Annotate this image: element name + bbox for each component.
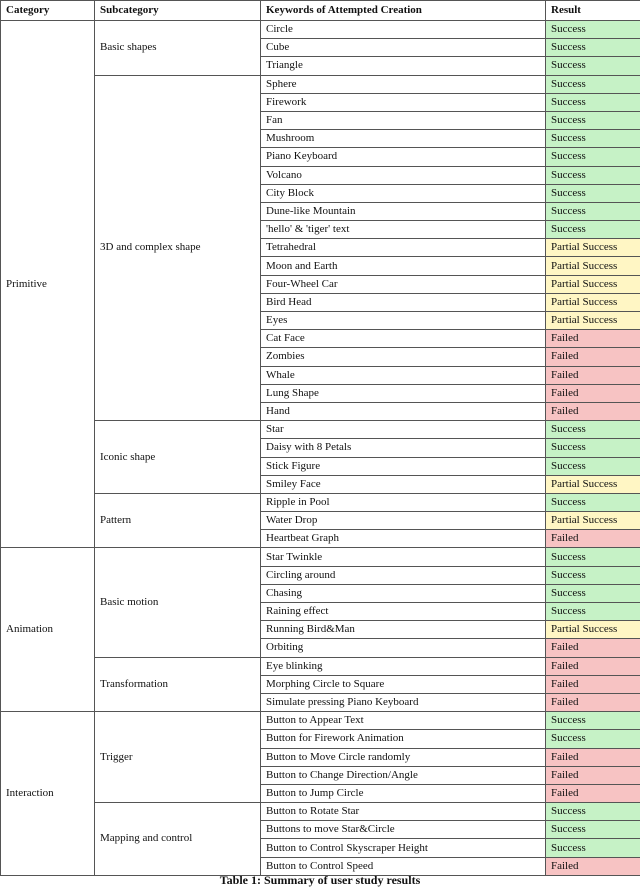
result-cell: Success [546, 493, 640, 511]
keyword-cell: Hand [261, 402, 546, 420]
result-cell: Failed [546, 384, 640, 402]
keyword-cell: Bird Head [261, 293, 546, 311]
table-row [1, 548, 640, 566]
table-row [1, 803, 640, 821]
result-cell: Failed [546, 766, 640, 784]
keyword-cell: Zombies [261, 348, 546, 366]
result-cell: Success [546, 130, 640, 148]
result-cell: Success [546, 111, 640, 129]
result-cell: Success [546, 93, 640, 111]
category-cell: Primitive [1, 21, 95, 548]
result-cell: Success [546, 21, 640, 39]
header-subcategory: Subcategory [95, 1, 261, 21]
table-row [1, 421, 640, 439]
keyword-cell: Button to Rotate Star [261, 803, 546, 821]
result-cell: Success [546, 166, 640, 184]
result-cell: Failed [546, 784, 640, 802]
result-cell: Success [546, 457, 640, 475]
keyword-cell: Daisy with 8 Petals [261, 439, 546, 457]
result-cell: Success [546, 803, 640, 821]
result-cell: Success [546, 39, 640, 57]
result-cell: Failed [546, 748, 640, 766]
result-cell: Success [546, 821, 640, 839]
keyword-cell: Button to Control Speed [261, 857, 546, 875]
keyword-cell: Heartbeat Graph [261, 530, 546, 548]
keyword-cell: Eyes [261, 312, 546, 330]
keyword-cell: 'hello' & 'tiger' text [261, 221, 546, 239]
keyword-cell: Button to Change Direction/Angle [261, 766, 546, 784]
result-cell: Success [546, 603, 640, 621]
keyword-cell: Cat Face [261, 330, 546, 348]
subcategory-cell: Iconic shape [95, 421, 261, 494]
result-cell: Failed [546, 330, 640, 348]
subcategory-cell: 3D and complex shape [95, 75, 261, 421]
result-cell: Success [546, 584, 640, 602]
table-body [1, 21, 640, 876]
table-row [1, 21, 640, 39]
keyword-cell: Buttons to move Star&Circle [261, 821, 546, 839]
result-cell: Partial Success [546, 293, 640, 311]
category-cell: Animation [1, 548, 95, 712]
result-cell: Success [546, 439, 640, 457]
keyword-cell: Dune-like Mountain [261, 202, 546, 220]
result-cell: Failed [546, 657, 640, 675]
header-keywords: Keywords of Attempted Creation [261, 1, 546, 21]
result-cell: Success [546, 148, 640, 166]
result-cell: Failed [546, 639, 640, 657]
keyword-cell: Firework [261, 93, 546, 111]
keyword-cell: Triangle [261, 57, 546, 75]
keyword-cell: Star Twinkle [261, 548, 546, 566]
keyword-cell: Piano Keyboard [261, 148, 546, 166]
result-cell: Success [546, 75, 640, 93]
result-cell: Success [546, 548, 640, 566]
keyword-cell: Running Bird&Man [261, 621, 546, 639]
keyword-cell: Button to Appear Text [261, 712, 546, 730]
keyword-cell: Button for Firework Animation [261, 730, 546, 748]
result-cell: Partial Success [546, 275, 640, 293]
header-result: Result [546, 1, 640, 21]
keyword-cell: Volcano [261, 166, 546, 184]
keyword-cell: Button to Move Circle randomly [261, 748, 546, 766]
result-cell: Partial Success [546, 475, 640, 493]
keyword-cell: Four-Wheel Car [261, 275, 546, 293]
subcategory-cell: Basic shapes [95, 21, 261, 76]
keyword-cell: Button to Control Skyscraper Height [261, 839, 546, 857]
subcategory-cell: Pattern [95, 493, 261, 548]
result-cell: Partial Success [546, 257, 640, 275]
keyword-cell: Chasing [261, 584, 546, 602]
result-cell: Failed [546, 857, 640, 875]
keyword-cell: Orbiting [261, 639, 546, 657]
subcategory-cell: Basic motion [95, 548, 261, 657]
result-cell: Failed [546, 693, 640, 711]
keyword-cell: Raining effect [261, 603, 546, 621]
keyword-cell: Stick Figure [261, 457, 546, 475]
keyword-cell: Water Drop [261, 512, 546, 530]
keyword-cell: Ripple in Pool [261, 493, 546, 511]
result-cell: Success [546, 839, 640, 857]
result-cell: Failed [546, 675, 640, 693]
table-row [1, 712, 640, 730]
table-caption: Table 1: Summary of user study results [219, 873, 421, 887]
result-cell: Success [546, 57, 640, 75]
result-cell: Failed [546, 348, 640, 366]
keyword-cell: Sphere [261, 75, 546, 93]
keyword-cell: Moon and Earth [261, 257, 546, 275]
table-header-row [1, 1, 640, 21]
subcategory-cell: Transformation [95, 657, 261, 712]
keyword-cell: Mushroom [261, 130, 546, 148]
result-cell: Success [546, 202, 640, 220]
result-cell: Partial Success [546, 621, 640, 639]
result-cell: Partial Success [546, 239, 640, 257]
category-cell: Interaction [1, 712, 95, 876]
result-cell: Success [546, 730, 640, 748]
result-cell: Failed [546, 366, 640, 384]
result-cell: Failed [546, 530, 640, 548]
keyword-cell: Cube [261, 39, 546, 57]
header-category: Category [1, 1, 95, 21]
keyword-cell: Simulate pressing Piano Keyboard [261, 693, 546, 711]
result-cell: Success [546, 712, 640, 730]
keyword-cell: Whale [261, 366, 546, 384]
keyword-cell: City Block [261, 184, 546, 202]
keyword-cell: Circling around [261, 566, 546, 584]
result-cell: Partial Success [546, 512, 640, 530]
keyword-cell: Morphing Circle to Square [261, 675, 546, 693]
table-row [1, 657, 640, 675]
table-row [1, 75, 640, 93]
result-cell: Success [546, 184, 640, 202]
table-row [1, 493, 640, 511]
keyword-cell: Eye blinking [261, 657, 546, 675]
keyword-cell: Star [261, 421, 546, 439]
result-cell: Partial Success [546, 312, 640, 330]
result-cell: Success [546, 221, 640, 239]
keyword-cell: Button to Jump Circle [261, 784, 546, 802]
keyword-cell: Circle [261, 21, 546, 39]
keyword-cell: Tetrahedral [261, 239, 546, 257]
result-cell: Success [546, 421, 640, 439]
result-cell: Failed [546, 402, 640, 420]
keyword-cell: Lung Shape [261, 384, 546, 402]
subcategory-cell: Trigger [95, 712, 261, 803]
subcategory-cell: Mapping and control [95, 803, 261, 876]
keyword-cell: Fan [261, 111, 546, 129]
keyword-cell: Smiley Face [261, 475, 546, 493]
result-cell: Success [546, 566, 640, 584]
